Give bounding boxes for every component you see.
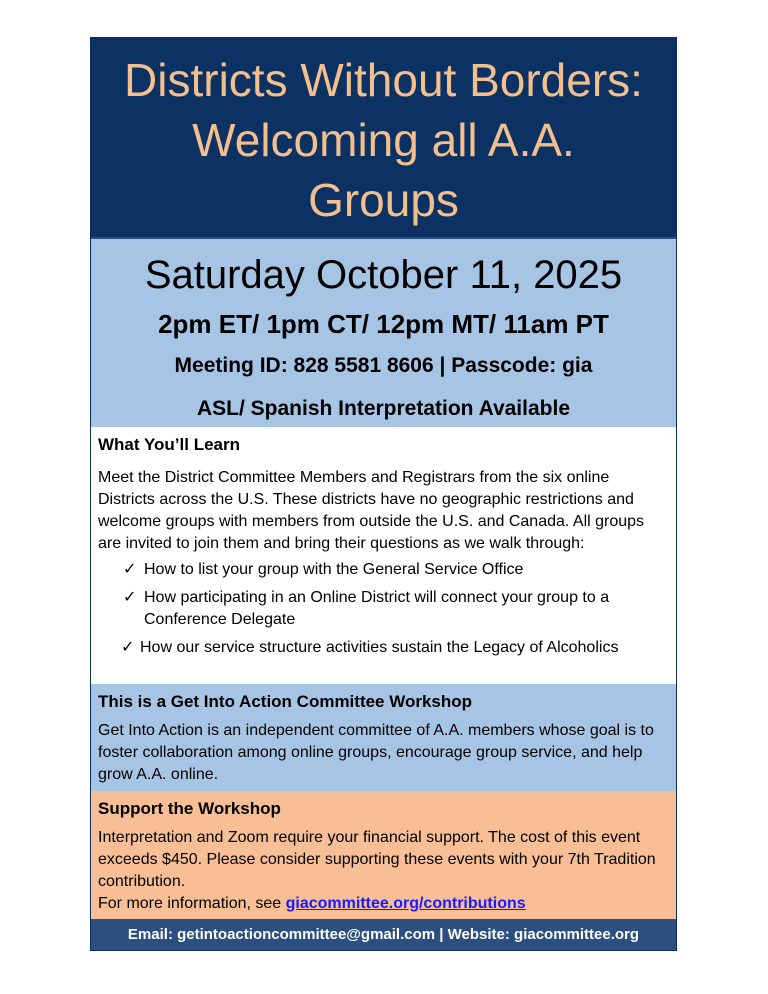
learn-heading: What You’ll Learn <box>98 435 240 454</box>
checkmark-icon: ✓ <box>121 639 135 656</box>
what-youll-learn-section <box>91 427 676 684</box>
checklist-item <box>98 559 669 581</box>
support-heading: Support the Workshop <box>98 799 281 818</box>
checklist-item <box>98 637 669 659</box>
title-line-3: Groups <box>308 174 459 226</box>
title-line-2: Welcoming all A.A. <box>192 114 575 166</box>
title-banner <box>91 38 676 237</box>
gia-heading: This is a Get Into Action Committee Workshop <box>98 692 473 711</box>
checkmark-icon: ✓ <box>123 561 137 578</box>
event-date: Saturday October 11, 2025 <box>144 253 623 297</box>
flyer <box>90 37 677 951</box>
checklist-item-text: How our service structure activities sustain the Legacy of Alcoholics <box>140 639 619 656</box>
more-info-prefix: For more information, see <box>98 895 286 912</box>
flyer-title <box>91 50 676 230</box>
interpretation-note: ASL/ Spanish Interpretation Available <box>196 397 571 420</box>
learn-checklist <box>98 559 669 659</box>
learn-description: Meet the District Committee Members and Registrars from the six online Districts across the U.S. These districts have no geographic restrictions and welcome groups with members from outside the U.S. and Canada. All groups are invited to join them and bring their questions as we walk through: <box>98 469 645 552</box>
support-description <box>98 827 669 915</box>
checklist-item-text: How participating in an Online District will connect your group to a Conference Delegate <box>144 589 610 628</box>
contact-footer: Email: getintoactioncommittee@gmail.com | Website: giacommittee.org <box>91 919 676 950</box>
contributions-link[interactable]: giacommittee.org/contributions <box>285 895 526 912</box>
support-body-text: Interpretation and Zoom require your financial support. The cost of this event exceeds $450. Please consider supporting these events with your 7th Tradition contribution. <box>98 829 656 890</box>
title-line-1: Districts Without Borders: <box>124 54 643 106</box>
checklist-item-text: How to list your group with the General Service Office <box>144 561 524 578</box>
checkmark-icon: ✓ <box>123 589 137 606</box>
meeting-credentials: Meeting ID: 828 5581 8606 | Passcode: gia <box>174 354 593 377</box>
gia-workshop-section <box>91 684 676 791</box>
event-info-band <box>91 237 676 427</box>
support-workshop-section <box>91 791 676 919</box>
event-times: 2pm ET/ 1pm CT/ 12pm MT/ 11am PT <box>158 309 609 339</box>
gia-description: Get Into Action is an independent committee of A.A. members whose goal is to foster collaboration among online groups, encourage group service, and help grow A.A. online. <box>98 722 654 783</box>
checklist-item <box>98 587 669 631</box>
